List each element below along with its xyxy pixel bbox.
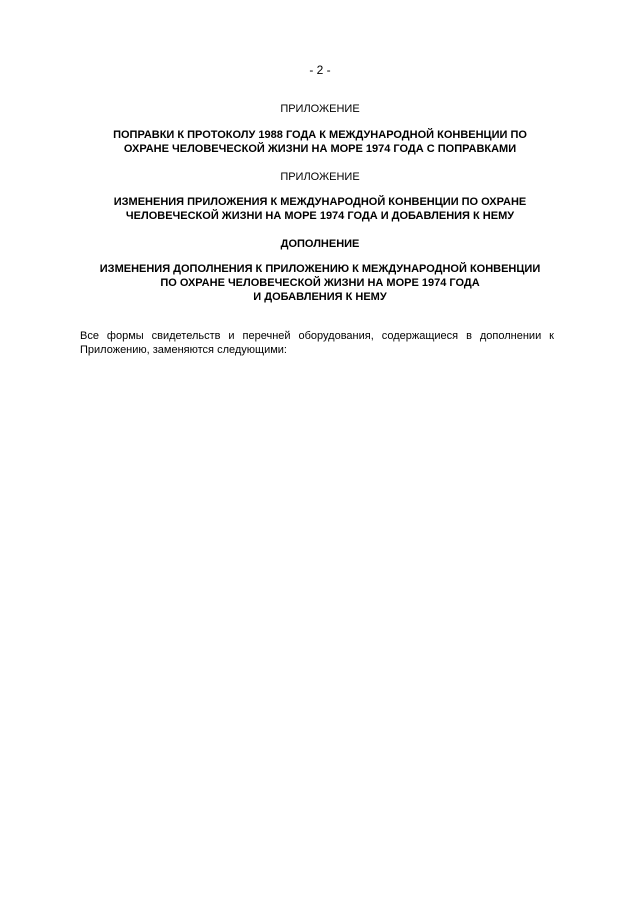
body-paragraph: Все формы свидетельств и перечней оборудования, содержащиеся в дополнении к Приложению, заменяются следующими:	[80, 330, 554, 356]
appendix-changes-title	[80, 262, 560, 304]
appendix-changes-title-line-3: И ДОБАВЛЕНИЯ К НЕМУ	[253, 291, 387, 303]
appendix-changes-title-line-1: ИЗМЕНЕНИЯ ДОПОЛНЕНИЯ К ПРИЛОЖЕНИЮ К МЕЖДУНАРОДНОЙ КОНВЕНЦИИ	[99, 263, 541, 275]
appendix-heading: ДОПОЛНЕНИЕ	[280, 238, 360, 250]
appendix-changes-title-line-2: ПО ОХРАНЕ ЧЕЛОВЕЧЕСКОЙ ЖИЗНИ НА МОРЕ 1974 ГОДА	[160, 277, 480, 289]
amendments-protocol-title	[80, 128, 560, 156]
page-number: - 2 -	[309, 63, 331, 77]
annex-heading-1: ПРИЛОЖЕНИЕ	[280, 103, 360, 115]
annex-changes-title	[80, 195, 560, 223]
annex-changes-title-line-1: ИЗМЕНЕНИЯ ПРИЛОЖЕНИЯ К МЕЖДУНАРОДНОЙ КОНВЕНЦИИ ПО ОХРАНЕ	[113, 196, 527, 208]
amendments-protocol-title-line-2: ОХРАНЕ ЧЕЛОВЕЧЕСКОЙ ЖИЗНИ НА МОРЕ 1974 ГОДА С ПОПРАВКАМИ	[123, 143, 517, 155]
annex-heading-2: ПРИЛОЖЕНИЕ	[280, 171, 360, 183]
amendments-protocol-title-line-1: ПОПРАВКИ К ПРОТОКОЛУ 1988 ГОДА К МЕЖДУНАРОДНОЙ КОНВЕНЦИИ ПО	[113, 129, 527, 141]
annex-changes-title-line-2: ЧЕЛОВЕЧЕСКОЙ ЖИЗНИ НА МОРЕ 1974 ГОДА И ДОБАВЛЕНИЯ К НЕМУ	[125, 210, 515, 222]
